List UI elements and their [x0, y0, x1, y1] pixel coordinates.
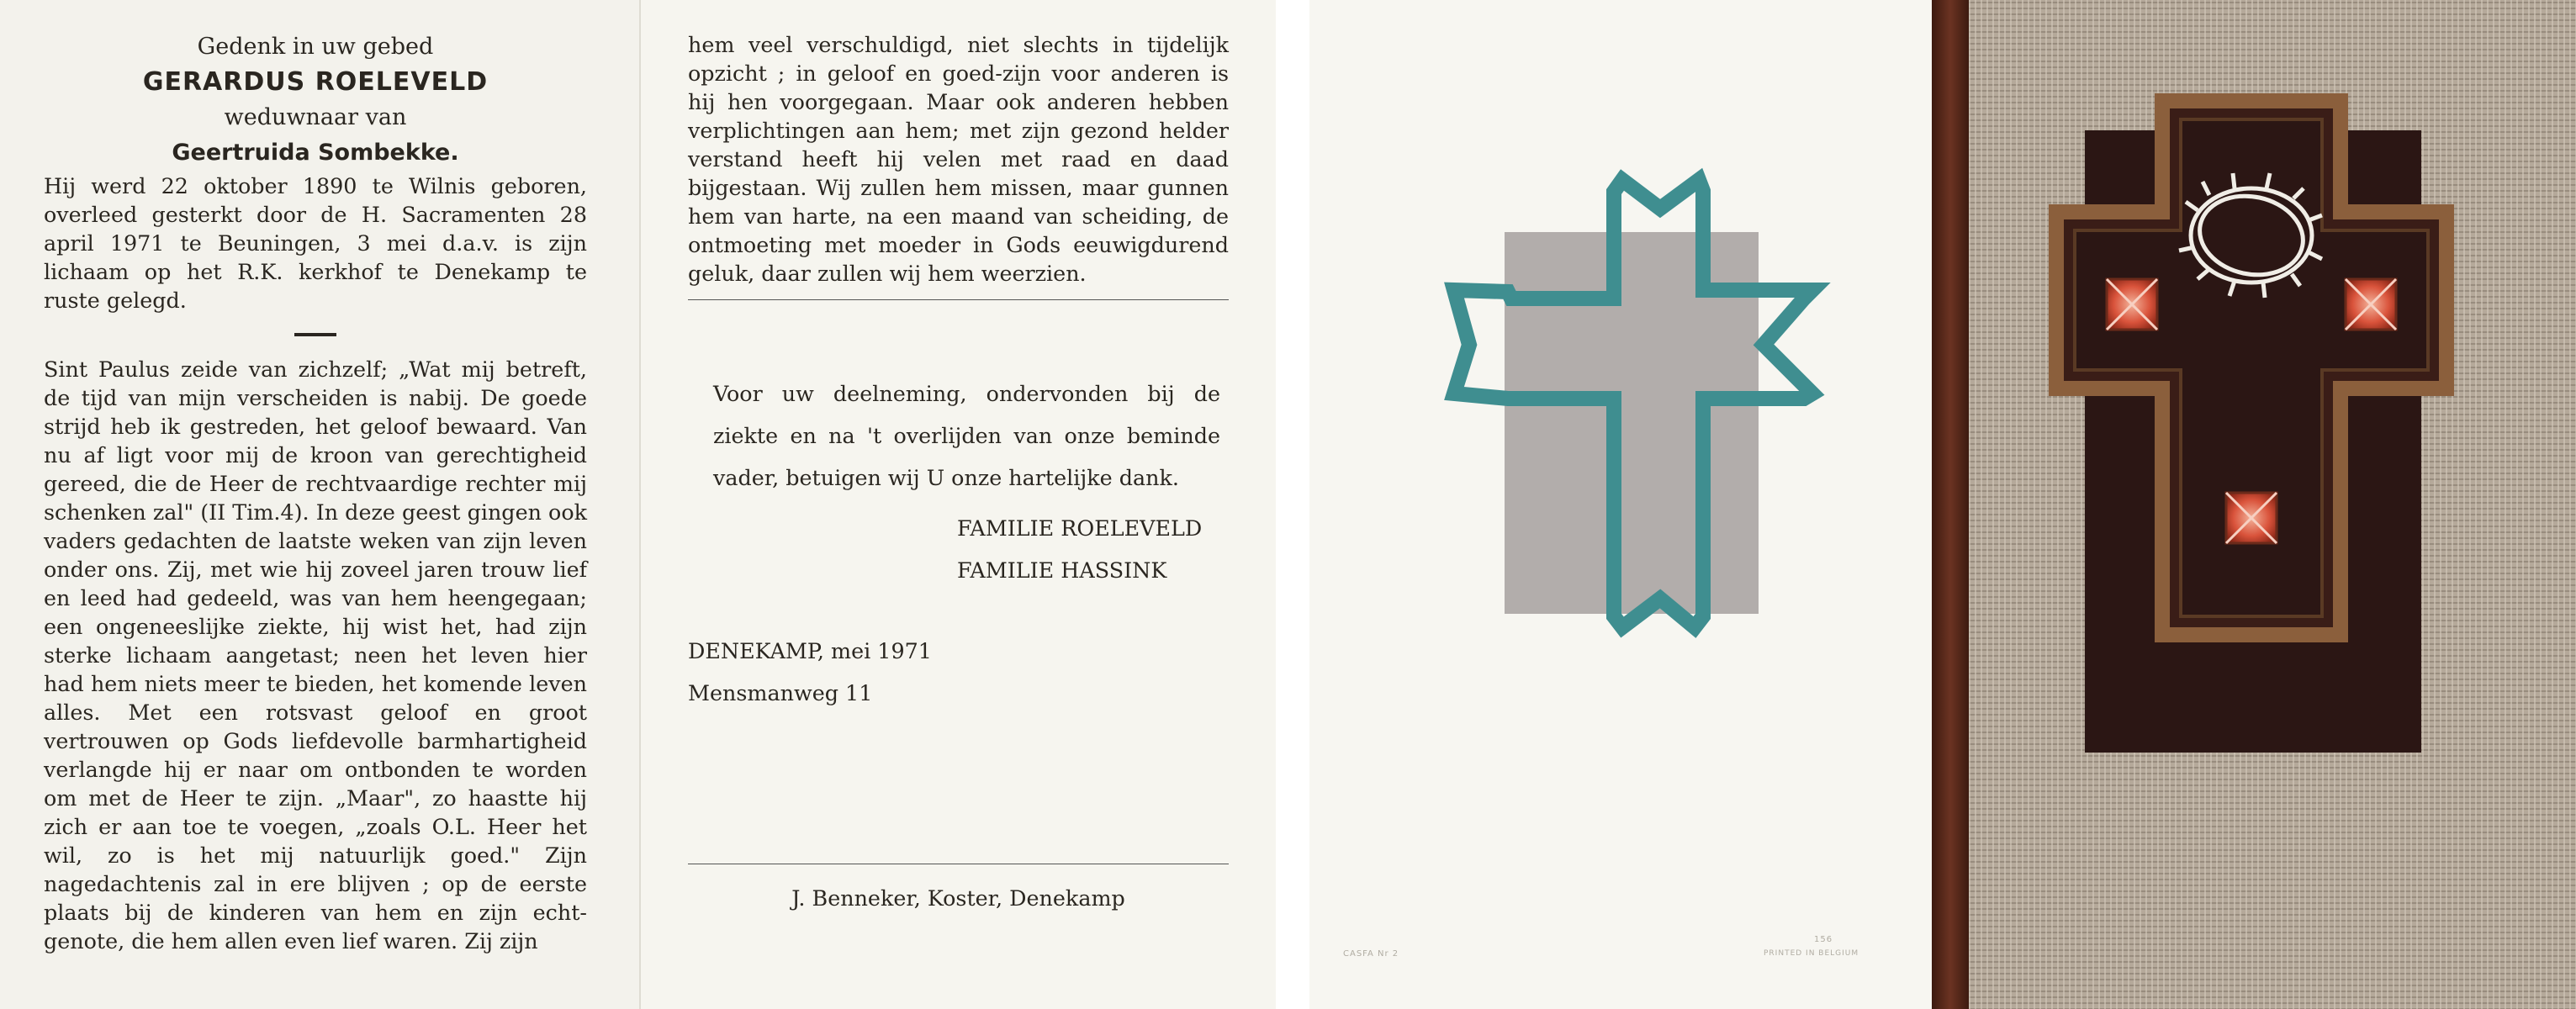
- card-inner-right-panel: [641, 0, 1276, 1009]
- cross-illustration: [1309, 0, 1932, 1009]
- address-line: Mensmanweg 11: [688, 680, 873, 705]
- print-number: 156: [1814, 935, 1833, 944]
- separator-dash: [294, 333, 336, 336]
- family-signature-2: FAMILIE HASSINK: [957, 557, 1167, 583]
- deceased-name: GERARDUS ROELEVELD: [142, 67, 489, 97]
- card-cover-panel: [1309, 0, 1932, 1009]
- scan-gap: [1276, 0, 1309, 1009]
- gem-icon: [2226, 493, 2277, 543]
- eulogy-paragraph: Sint Paulus zeide van zichzelf; „Wat mij betreft, de tijd van mijn verscheiden is nabij. De goede strijd heb ik gestreden, het geloof bewaard. Van nu af ligt voor mij de kroon van gerechtigheid gereed, die de Heer de rechtvaardige rechter mij schenken zal" (II Tim.4). In deze geest gingen ook vaders gedachten de laatste weken van zijn leven onder ons. Zij, met wie hij zoveel jaren trouw lief en leed had gedeeld, was van hem heengegaan; een ongeneeslijke ziekte, hij wist het, had zijn sterke lichaam aangetast; neen het leven hier had hem niets meer te bieden, het komende leven alles. Met een rotsvast geloof en groot vertrouwen op Gods liefdevolle barmhartigheid verlangde hij er naar om ontbonden te worden om met de Heer te zijn. „Maar", zo haastte hij zich er aan toe te voegen, „zoals O.L. Heer het wil, zo is het mij natuurlijk goed." Zijn nagedachtenis zal in ere blijven ; op de eerste plaats bij de kinderen van hem en zijn echtgenote, die hem allen even lief waren. Zij zijn: [44, 357, 587, 954]
- biography-paragraph: Hij werd 22 oktober 1890 te Wilnis geboren, overleed gesterkt door de H. Sacramenten 28 april 1971 te Beuningen, 3 mei d.a.v. is zijn lichaam op het R.K. kerkhof te Denekamp te ruste gelegd.: [44, 173, 587, 313]
- thanks-paragraph: Voor uw deelneming, ondervonden bij de ziekte en na 't overlijden van onze beminde vader, betuigen wij U onze hartelijke dank.: [713, 381, 1220, 490]
- card-inner-left-panel: [0, 0, 639, 1009]
- prayer-heading: Gedenk in uw gebed: [197, 34, 434, 60]
- printer-credit: J. Benneker, Koster, Denekamp: [791, 885, 1125, 911]
- place-date: DENEKAMP, mei 1971: [688, 638, 932, 663]
- eulogy-continuation: hem veel verschuldigd, niet slechts in tijdelijk opzicht ; in geloof en goed-zijn voor anderen is hij hen voorgegaan. Maar ook anderen hebben verplichtingen aan hem; met zijn gezond helder verstand heeft hij velen met raad en daad bijgestaan. Wij zullen hem missen, maar gunnen hem van harte, na een maand van scheiding, de ontmoeting met moeder in Gods eeuwigdurend geluk, daar zullen wij hem weerzien.: [688, 32, 1229, 286]
- family-signature-1: FAMILIE ROELEVELD: [957, 515, 1203, 541]
- print-code: CASFA Nr 2: [1343, 949, 1399, 959]
- gem-icon: [2107, 279, 2157, 330]
- card-cover-artwork: [1932, 0, 2576, 1009]
- widower-line: weduwnaar van: [224, 104, 407, 130]
- crucifix-artwork: [1932, 0, 2576, 1009]
- wife-name: Geertruida Sombekke.: [172, 140, 459, 166]
- gem-icon: [2346, 279, 2396, 330]
- print-note: PRINTED IN BELGIUM: [1764, 949, 1859, 958]
- divider-rule: [688, 299, 1229, 300]
- wood-strip: [1932, 0, 1969, 1009]
